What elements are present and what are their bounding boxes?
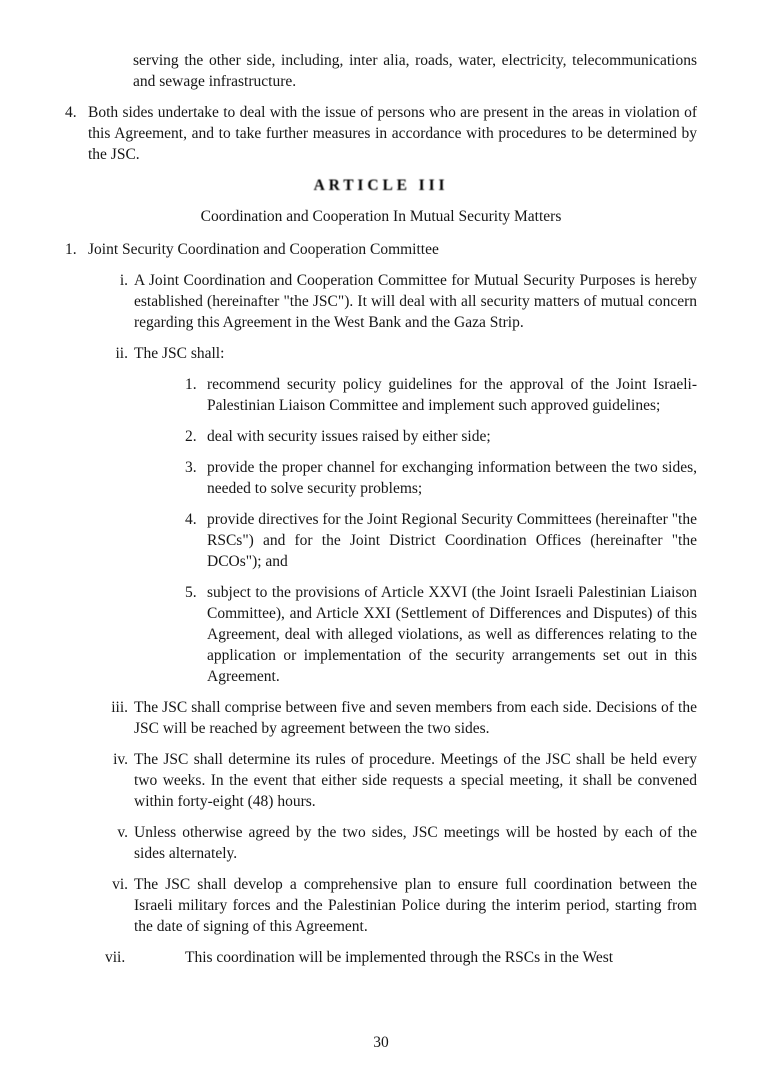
roman-item-i <box>105 270 697 333</box>
roman-item-i-text: A Joint Coordination and Cooperation Committee for Mutual Security Purposes is hereby established (hereinafter "the JSC"). It will deal with all security matters of mutual concern regarding this Agreement in the West Bank and the Gaza Strip. <box>134 272 697 331</box>
roman-item-vi-text: The JSC shall develop a comprehensive plan to ensure full coordination between the Israeli military forces and the Palestinian Police during the interim period, starting from the date of signing of this Agreement. <box>134 876 697 935</box>
numbered-item-1-text: Joint Security Coordination and Cooperation Committee <box>88 241 439 258</box>
jsc-duty-item-1-marker: 1. <box>185 376 197 393</box>
roman-item-ii-text: The JSC shall: <box>134 345 225 362</box>
numbered-item-4-text: Both sides undertake to deal with the issue of persons who are present in the areas in violation of this Agreement, and to take further measures in accordance with procedures to be determined by the JSC. <box>88 104 697 163</box>
continuation-paragraph: serving the other side, including, inter alia, roads, water, electricity, telecommunications and sewage infrastructure. <box>133 52 697 90</box>
jsc-duty-item-1-text: recommend security policy guidelines for the approval of the Joint Israeli-Palestinian Liaison Committee and implement such approved guidelines; <box>207 376 697 414</box>
roman-item-vii-text: This coordination will be implemented through the RSCs in the West <box>185 949 614 966</box>
jsc-duty-item-3-marker: 3. <box>185 459 197 476</box>
jsc-duty-item-2 <box>185 426 697 447</box>
jsc-duty-item-4-marker: 4. <box>185 511 197 528</box>
jsc-duty-item-5 <box>185 582 697 687</box>
roman-item-vii <box>105 947 697 968</box>
jsc-duty-item-3 <box>185 457 697 499</box>
jsc-duty-item-1 <box>185 374 697 416</box>
roman-item-vi-marker: vi. <box>112 876 128 893</box>
roman-item-i-marker: i. <box>119 272 128 289</box>
section-title: Coordination and Cooperation In Mutual Security Matters <box>200 208 562 225</box>
roman-item-iii-marker: iii. <box>111 699 128 716</box>
jsc-duty-item-5-marker: 5. <box>185 584 197 601</box>
roman-item-iv <box>105 749 697 812</box>
roman-item-v-text: Unless otherwise agreed by the two sides, JSC meetings will be hosted by each of the sides alternately. <box>134 824 697 862</box>
jsc-duty-item-3-text: provide the proper channel for exchanging information between the two sides, needed to solve security problems; <box>207 459 697 497</box>
jsc-duty-item-2-text: deal with security issues raised by either side; <box>207 428 491 445</box>
document-content <box>65 50 697 978</box>
article-heading: ARTICLE III <box>313 177 449 194</box>
numbered-item-1-marker: 1. <box>65 241 77 258</box>
roman-item-iii-text: The JSC shall comprise between five and seven members from each side. Decisions of the JSC will be reached by agreement between the two sides. <box>134 699 697 737</box>
roman-item-iv-text: The JSC shall determine its rules of procedure. Meetings of the JSC shall be held every two weeks. In the event that either side requests a special meeting, it shall be convened within forty-eight (48) hours. <box>134 751 697 810</box>
roman-item-iv-marker: iv. <box>113 751 128 768</box>
roman-item-v-marker: v. <box>117 824 128 841</box>
numbered-item-4-marker: 4. <box>65 104 77 121</box>
roman-item-iii <box>105 697 697 739</box>
roman-item-ii <box>105 343 697 364</box>
numbered-item-4 <box>65 102 697 165</box>
jsc-duty-item-4 <box>185 509 697 572</box>
jsc-duty-item-5-text: subject to the provisions of Article XXVI (the Joint Israeli Palestinian Liaison Committee), and Article XXI (Settlement of Differences and Disputes) of this Agreement, deal with alleged violations, as well as differences relating to the application or implementation of the security arrangements set out in this Agreement. <box>207 584 697 685</box>
roman-item-v <box>105 822 697 864</box>
roman-item-ii-marker: ii. <box>115 345 128 362</box>
roman-item-vii-marker: vii. <box>105 949 126 966</box>
jsc-duty-item-2-marker: 2. <box>185 428 197 445</box>
jsc-duty-item-4-text: provide directives for the Joint Regional Security Committees (hereinafter "the RSCs") and for the Joint District Coordination Offices (hereinafter "the DCOs"); and <box>207 511 697 570</box>
numbered-item-1 <box>65 239 697 260</box>
roman-item-vi <box>105 874 697 937</box>
page-number: 30 <box>373 1034 389 1051</box>
